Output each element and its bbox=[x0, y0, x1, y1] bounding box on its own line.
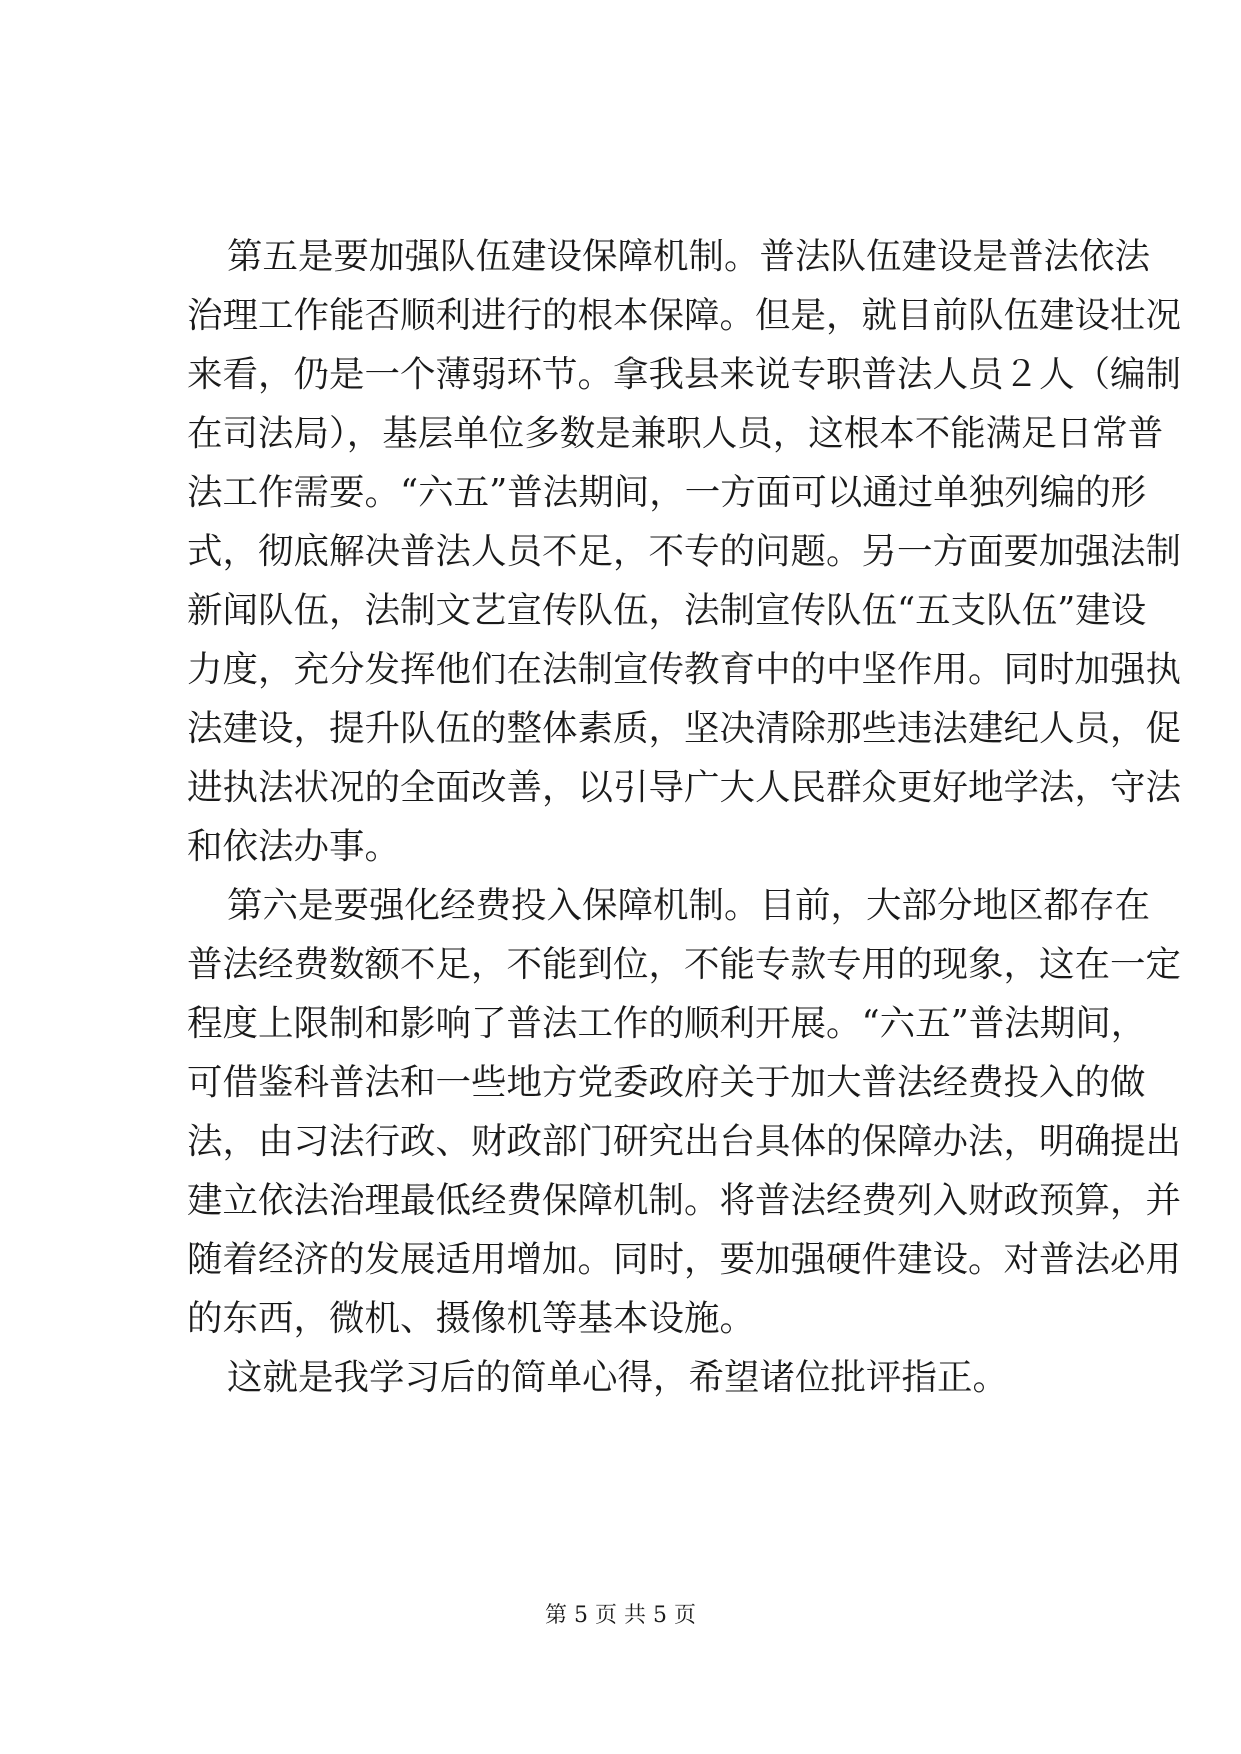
document-body bbox=[187, 227, 1182, 1407]
paragraph-line: 建立依法治理最低经费保障机制。将普法经费列入财政预算，并 bbox=[187, 1180, 1182, 1221]
page-number: 第 5 页 共 5 页 bbox=[545, 1603, 696, 1628]
paragraph-line: 法，由习法行政、财政部门研究出台具体的保障办法，明确提出 bbox=[187, 1121, 1182, 1162]
paragraph-line: 力度，充分发挥他们在法制宣传教育中的中坚作用。同时加强执 bbox=[187, 649, 1182, 690]
paragraph-line: 程度上限制和影响了普法工作的顺利开展。“六五”普法期间， bbox=[187, 1003, 1147, 1044]
paragraph-line: 的东西，微机、摄像机等基本设施。 bbox=[187, 1298, 756, 1339]
paragraph-line: 可借鉴科普法和一些地方党委政府关于加大普法经费投入的做 bbox=[187, 1062, 1146, 1103]
paragraph-line: 新闻队伍，法制文艺宣传队伍，法制宣传队伍“五支队伍”建设 bbox=[187, 590, 1147, 631]
paragraph-5 bbox=[187, 227, 1182, 876]
paragraph-line: 随着经济的发展适用增加。同时，要加强硬件建设。对普法必用 bbox=[187, 1239, 1182, 1280]
paragraph-line: 进执法状况的全面改善，以引导广大人民群众更好地学法，守法 bbox=[187, 767, 1182, 808]
paragraph-line: 第五是要加强队伍建设保障机制。普法队伍建设是普法依法 bbox=[227, 236, 1151, 277]
paragraph-6 bbox=[187, 876, 1182, 1348]
paragraph-line: 普法经费数额不足，不能到位，不能专款专用的现象，这在一定 bbox=[187, 944, 1182, 985]
paragraph-conclusion bbox=[187, 1348, 1075, 1407]
paragraph-line: 和依法办事。 bbox=[187, 826, 401, 867]
paragraph-line: 法工作需要。“六五”普法期间，一方面可以通过单独列编的形 bbox=[187, 472, 1147, 513]
paragraph-line: 在司法局），基层单位多数是兼职人员，这根本不能满足日常普 bbox=[187, 413, 1164, 454]
paragraph-line: 来看，仍是一个薄弱环节。拿我县来说专职普法人员２人（编制 bbox=[187, 354, 1182, 395]
paragraph-line: 治理工作能否顺利进行的根本保障。但是，就目前队伍建设壮况 bbox=[187, 295, 1182, 336]
paragraph-line: 第六是要强化经费投入保障机制。目前，大部分地区都存在 bbox=[227, 885, 1151, 926]
paragraph-line: 这就是我学习后的简单心得，希望诸位批评指正。 bbox=[227, 1357, 1009, 1398]
paragraph-line: 式，彻底解决普法人员不足，不专的问题。另一方面要加强法制 bbox=[187, 531, 1182, 572]
paragraph-line: 法建设，提升队伍的整体素质，坚决清除那些违法建纪人员，促 bbox=[187, 708, 1182, 749]
